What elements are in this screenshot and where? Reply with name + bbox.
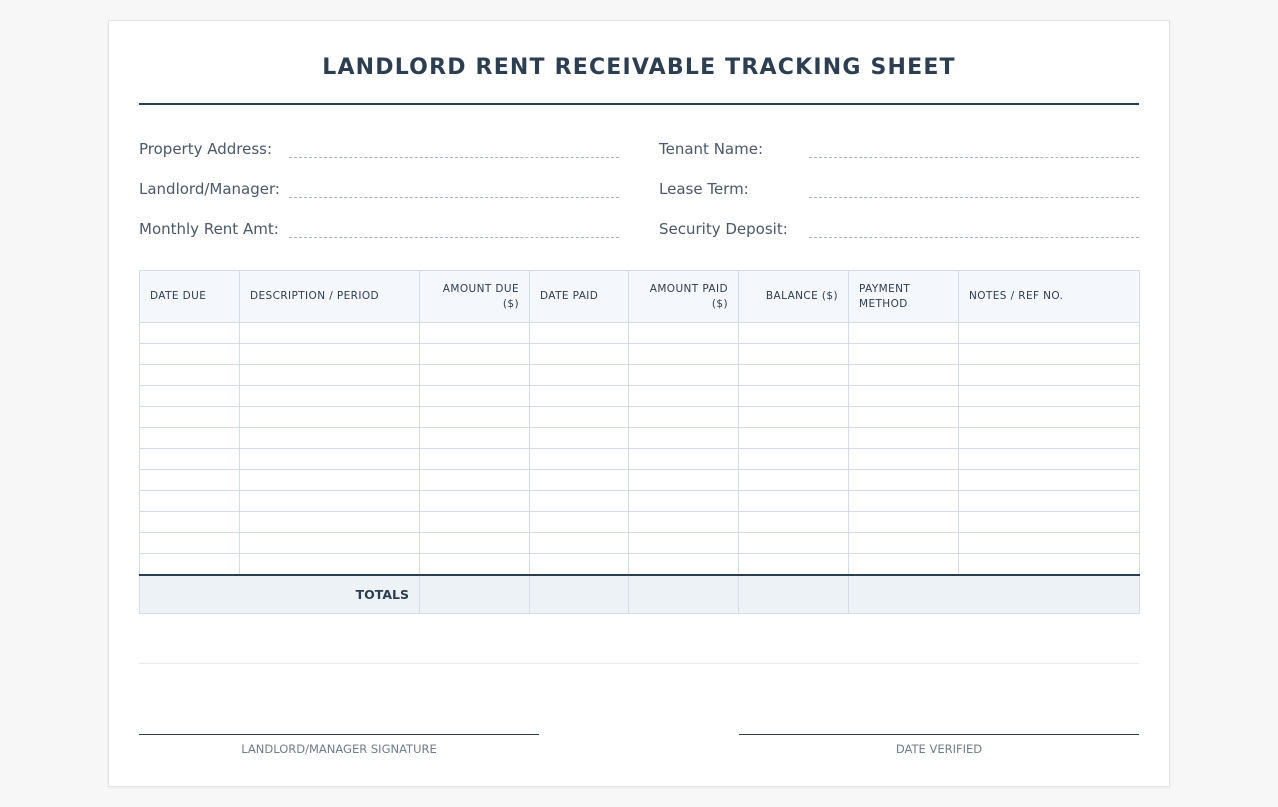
amount-paid-cell[interactable] [629, 512, 739, 533]
notes-cell[interactable] [959, 554, 1140, 575]
section-divider [139, 663, 1139, 664]
payment-method-cell[interactable] [849, 449, 959, 470]
description-cell[interactable] [240, 512, 420, 533]
date-paid-cell[interactable] [530, 428, 629, 449]
totals-label: TOTALS [140, 575, 420, 614]
balance-cell[interactable] [739, 365, 849, 386]
notes-cell[interactable] [959, 344, 1140, 365]
amount-paid-cell[interactable] [629, 449, 739, 470]
table-row [140, 533, 1140, 554]
payment-method-cell[interactable] [849, 365, 959, 386]
notes-cell[interactable] [959, 428, 1140, 449]
amount-paid-cell[interactable] [629, 533, 739, 554]
header-date-paid-label: DATE PAID [540, 290, 599, 302]
date-paid-cell[interactable] [530, 512, 629, 533]
total-amount-due-cell[interactable] [420, 575, 530, 614]
amount-paid-cell[interactable] [629, 554, 739, 575]
description-cell[interactable] [240, 365, 420, 386]
description-cell[interactable] [240, 407, 420, 428]
table-row [140, 512, 1140, 533]
header-description-label: DESCRIPTION / PERIOD [250, 290, 379, 302]
balance-cell[interactable] [739, 554, 849, 575]
description-cell[interactable] [240, 428, 420, 449]
monthly-rent-input[interactable] [289, 237, 619, 238]
notes-cell[interactable] [959, 323, 1140, 344]
table-row [140, 428, 1140, 449]
date-paid-cell[interactable] [530, 365, 629, 386]
payment-method-cell[interactable] [849, 533, 959, 554]
lease-term-input[interactable] [809, 197, 1139, 198]
date-due-cell[interactable] [140, 323, 240, 344]
date-due-cell[interactable] [140, 407, 240, 428]
description-cell[interactable] [240, 344, 420, 365]
amount-due-cell[interactable] [420, 386, 530, 407]
security-deposit-label: Security Deposit: [659, 220, 788, 238]
amount-due-cell[interactable] [420, 533, 530, 554]
notes-cell[interactable] [959, 386, 1140, 407]
amount-due-cell[interactable] [420, 512, 530, 533]
landlord-signature-line[interactable] [139, 734, 539, 735]
date-due-cell[interactable] [140, 428, 240, 449]
property-address-input[interactable] [289, 157, 619, 158]
header-date-due [140, 271, 240, 323]
amount-paid-cell[interactable] [629, 491, 739, 512]
date-paid-cell[interactable] [530, 386, 629, 407]
balance-cell[interactable] [739, 323, 849, 344]
amount-due-cell[interactable] [420, 407, 530, 428]
tenant-name-input[interactable] [809, 157, 1139, 158]
date-verified-line[interactable] [739, 734, 1139, 735]
balance-cell[interactable] [739, 344, 849, 365]
totals-row [140, 575, 1140, 614]
table-row [140, 407, 1140, 428]
amount-paid-cell[interactable] [629, 344, 739, 365]
notes-cell[interactable] [959, 512, 1140, 533]
amount-paid-cell[interactable] [629, 407, 739, 428]
notes-cell[interactable] [959, 491, 1140, 512]
payment-method-cell[interactable] [849, 428, 959, 449]
date-paid-cell[interactable] [530, 323, 629, 344]
header-description [240, 271, 420, 323]
description-cell[interactable] [240, 386, 420, 407]
description-cell[interactable] [240, 554, 420, 575]
notes-cell[interactable] [959, 533, 1140, 554]
landlord-signature-label: LANDLORD/MANAGER SIGNATURE [241, 742, 437, 756]
total-amount-paid-cell[interactable] [629, 575, 739, 614]
header-balance-label: BALANCE ($) [765, 290, 838, 302]
security-deposit-input[interactable] [809, 237, 1139, 238]
balance-cell[interactable] [739, 386, 849, 407]
notes-cell[interactable] [959, 407, 1140, 428]
amount-due-cell[interactable] [420, 554, 530, 575]
balance-cell[interactable] [739, 470, 849, 491]
header-amount-paid [629, 271, 739, 323]
date-paid-cell[interactable] [530, 407, 629, 428]
date-due-cell[interactable] [140, 449, 240, 470]
lease-term-label: Lease Term: [659, 180, 749, 198]
table-header-row [140, 271, 1140, 323]
balance-cell[interactable] [739, 449, 849, 470]
tracking-sheet [108, 20, 1170, 787]
header-date-due-label: DATE DUE [150, 290, 207, 302]
balance-cell[interactable] [739, 533, 849, 554]
description-cell[interactable] [240, 449, 420, 470]
date-due-cell[interactable] [140, 386, 240, 407]
amount-paid-cell[interactable] [629, 470, 739, 491]
amount-paid-cell[interactable] [629, 386, 739, 407]
balance-cell[interactable] [739, 407, 849, 428]
header-payment-method [849, 271, 959, 323]
payment-method-cell[interactable] [849, 344, 959, 365]
header-amount-paid-label: AMOUNT PAID [649, 282, 728, 295]
description-cell[interactable] [240, 533, 420, 554]
amount-due-cell[interactable] [420, 449, 530, 470]
payment-method-cell[interactable] [849, 554, 959, 575]
table-row [140, 449, 1140, 470]
payment-method-cell[interactable] [849, 407, 959, 428]
lease-term-field [659, 180, 1139, 204]
header-payment-method-label: PAYMENT [859, 282, 911, 295]
total-date-paid-cell [530, 575, 629, 614]
amount-due-cell[interactable] [420, 491, 530, 512]
security-deposit-field [659, 220, 1139, 244]
payment-method-cell[interactable] [849, 386, 959, 407]
notes-cell[interactable] [959, 470, 1140, 491]
payment-method-cell[interactable] [849, 491, 959, 512]
amount-due-cell[interactable] [420, 365, 530, 386]
header-amount-due-label: AMOUNT DUE [442, 282, 519, 295]
header-notes [959, 271, 1140, 323]
landlord-manager-input[interactable] [289, 197, 619, 198]
page-title: LANDLORD RENT RECEIVABLE TRACKING SHEET [322, 55, 956, 80]
header-balance [739, 271, 849, 323]
date-paid-cell[interactable] [530, 533, 629, 554]
table-row [140, 344, 1140, 365]
payment-method-cell[interactable] [849, 323, 959, 344]
date-due-cell[interactable] [140, 491, 240, 512]
header-notes-label: NOTES / REF NO. [969, 290, 1064, 302]
description-cell[interactable] [240, 491, 420, 512]
landlord-manager-field [139, 180, 619, 204]
header-date-paid [530, 271, 629, 323]
amount-paid-cell[interactable] [629, 428, 739, 449]
date-due-cell[interactable] [140, 512, 240, 533]
table-row [140, 554, 1140, 575]
header-amount-due-unit: ($) [502, 297, 519, 310]
table-row [140, 470, 1140, 491]
notes-cell[interactable] [959, 365, 1140, 386]
amount-due-cell[interactable] [420, 344, 530, 365]
monthly-rent-label: Monthly Rent Amt: [139, 220, 279, 238]
table-row [140, 323, 1140, 344]
date-due-cell[interactable] [140, 554, 240, 575]
ledger-body [140, 323, 1140, 614]
date-due-cell[interactable] [140, 533, 240, 554]
date-paid-cell[interactable] [530, 470, 629, 491]
header-amount-due [420, 271, 530, 323]
amount-paid-cell[interactable] [629, 323, 739, 344]
balance-cell[interactable] [739, 491, 849, 512]
tenant-name-label: Tenant Name: [659, 140, 764, 158]
total-balance-cell[interactable] [739, 575, 849, 614]
payment-method-cell[interactable] [849, 512, 959, 533]
monthly-rent-field [139, 220, 619, 244]
description-cell[interactable] [240, 470, 420, 491]
amount-due-cell[interactable] [420, 428, 530, 449]
date-paid-cell[interactable] [530, 491, 629, 512]
date-verified-label: DATE VERIFIED [895, 742, 983, 756]
table-row [140, 365, 1140, 386]
header-amount-paid-unit: ($) [711, 297, 728, 310]
amount-due-cell[interactable] [420, 470, 530, 491]
property-address-field [139, 140, 619, 164]
date-due-cell[interactable] [140, 470, 240, 491]
date-paid-cell[interactable] [530, 449, 629, 470]
payment-method-cell[interactable] [849, 470, 959, 491]
table-row [140, 491, 1140, 512]
balance-cell[interactable] [739, 428, 849, 449]
landlord-manager-label: Landlord/Manager: [139, 180, 280, 198]
amount-paid-cell[interactable] [629, 365, 739, 386]
date-due-cell[interactable] [140, 365, 240, 386]
date-paid-cell[interactable] [530, 554, 629, 575]
date-verified-block [739, 734, 1139, 756]
date-paid-cell[interactable] [530, 344, 629, 365]
amount-due-cell[interactable] [420, 323, 530, 344]
property-address-label: Property Address: [139, 140, 273, 158]
landlord-signature-block [139, 734, 539, 756]
date-due-cell[interactable] [140, 344, 240, 365]
title-divider [139, 103, 1139, 105]
total-notes-cell [849, 575, 1140, 614]
balance-cell[interactable] [739, 512, 849, 533]
table-row [140, 386, 1140, 407]
description-cell[interactable] [240, 323, 420, 344]
rent-ledger-table [139, 270, 1140, 614]
notes-cell[interactable] [959, 449, 1140, 470]
header-payment-method-label-2: METHOD [859, 297, 908, 310]
tenant-name-field [659, 140, 1139, 164]
